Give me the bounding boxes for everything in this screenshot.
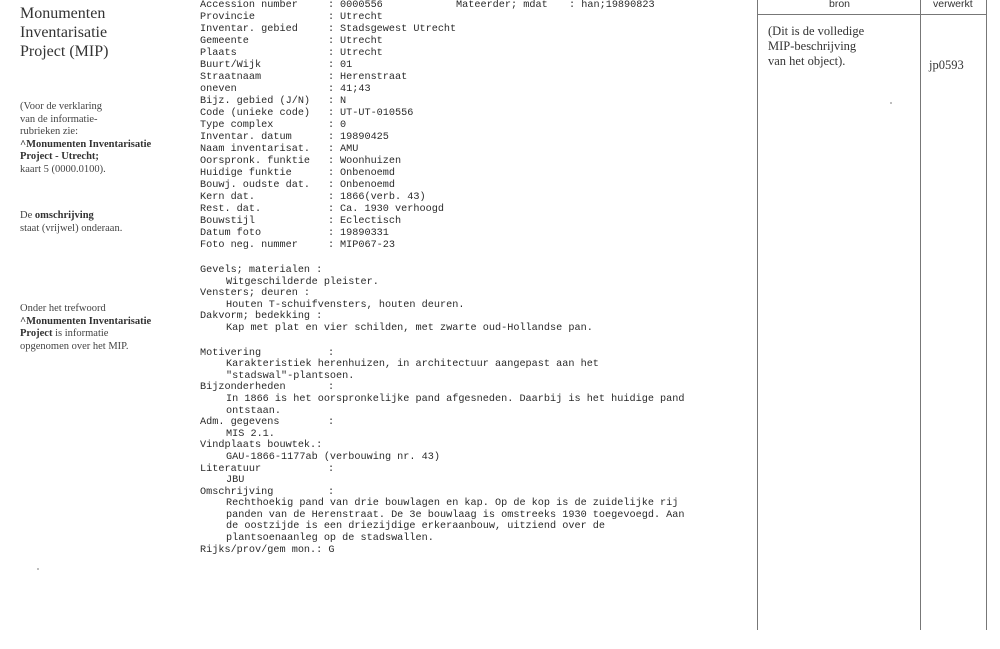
section-label: Literatuur (200, 463, 262, 475)
note-line: kaart 5 (0000.0100). (20, 163, 106, 175)
field-colon: : (328, 0, 335, 11)
column-divider (986, 0, 987, 630)
field-value: 1866(verb. 43) (340, 192, 426, 203)
field-value: 19890331 (340, 228, 389, 239)
section-text-line: ontstaan. (226, 405, 282, 417)
section-heading (200, 382, 750, 394)
field-colon: : (328, 120, 335, 131)
record-field-row (200, 72, 750, 84)
section-heading (200, 464, 750, 476)
note-line: opgenomen over het MIP. (20, 340, 129, 352)
note-text: is informatie (52, 328, 109, 339)
verwerkt-column-header: verwerkt (933, 0, 973, 10)
collection-title (20, 4, 185, 61)
field-label: oneven (200, 84, 237, 95)
section-list-materials (200, 265, 750, 335)
field-colon: : (328, 96, 335, 107)
field-value: Utrecht (340, 48, 383, 59)
field-value: Eclectisch (340, 216, 402, 227)
record-field-row (200, 120, 750, 132)
record-field-row (200, 84, 750, 96)
field-label: Kern dat. (200, 192, 256, 203)
bron-note-line: (Dit is de volledige (768, 24, 865, 38)
field-colon: : (328, 216, 335, 227)
scan-speck (890, 102, 892, 104)
field-value: Utrecht (340, 12, 383, 23)
trefwoord-note (20, 303, 185, 353)
field-label: Straatnaam (200, 72, 262, 83)
section-text-line: panden van de Herenstraat. De 3e bouwlaag is omstreeks 1930 toegevoegd. Aan (226, 509, 685, 521)
section-text-line: plantsoenaanleg op de stadswallen. (226, 533, 434, 545)
section-colon: : (328, 347, 335, 359)
note-line: rubrieken zie: (20, 126, 79, 137)
field-label: Provincie (200, 12, 256, 23)
note-bold-line: ^Monumenten Inventarisatie (20, 138, 152, 150)
field-colon: : (328, 192, 335, 203)
section-text-line: Rechthoekig pand van drie bouwlagen en kap. Op de kop is de zuidelijke rij (226, 498, 679, 510)
field-colon: : (328, 48, 335, 59)
field-label: Datum foto (200, 228, 262, 239)
field-label: Bijz. gebied (J/N) (200, 96, 311, 107)
bron-note-line: van het object). (768, 54, 846, 68)
field-label: Buurt/Wijk (200, 60, 262, 71)
bron-note-line: MIP-beschrijving (768, 39, 857, 53)
note-text: De (20, 210, 35, 221)
field-label: Oorspronk. funktie (200, 156, 311, 167)
field-value: N (340, 96, 347, 107)
field-label: Inventar. datum (200, 132, 292, 143)
field-value: Utrecht (340, 36, 383, 47)
field-colon: : (569, 0, 576, 11)
field-label: Inventar. gebied (200, 24, 298, 35)
section-label: Vindplaats bouwtek.: (200, 440, 323, 452)
field-colon: : (328, 36, 335, 47)
collection-title-line: Monumenten (20, 5, 106, 22)
note-bold-line: Project - Utrecht; (20, 151, 99, 162)
section-text-line: de oostzijde is een driezijdige erkeraanbouw, uitziend over de (226, 521, 606, 533)
section-list-description (200, 348, 750, 545)
column-divider (920, 0, 921, 630)
note-line: van de informatie- (20, 113, 98, 125)
field-value: 0 (340, 120, 347, 131)
section-label: Motivering (200, 347, 262, 359)
record-field-row (200, 108, 750, 120)
field-value: Ca. 1930 verhoogd (340, 204, 444, 215)
field-colon: : (328, 12, 335, 23)
record-field-row (200, 132, 750, 144)
field-label: Bouwj. oudste dat. (200, 180, 311, 191)
field-label: Plaats (200, 48, 237, 59)
field-colon: : (328, 228, 335, 239)
field-label: Naam inventarisat. (200, 144, 311, 155)
field-colon: : (328, 60, 335, 71)
section-text-line: JBU (226, 475, 245, 487)
record-field-row (200, 36, 750, 48)
mateerder-field (456, 0, 655, 11)
left-info-column (20, 4, 185, 352)
section-text-line: Witgeschilderde pleister. (226, 276, 379, 288)
field-list (200, 0, 750, 252)
record-field-row (200, 96, 750, 108)
record-field-row (200, 156, 750, 168)
record-field-row (200, 228, 750, 240)
record-field-row (200, 168, 750, 180)
field-colon: : (328, 240, 335, 251)
field-colon: : (328, 156, 335, 167)
record-field-row (200, 192, 750, 204)
field-value: 0000556 (340, 0, 383, 11)
field-colon: : (328, 72, 335, 83)
field-colon: : (328, 204, 335, 215)
record-field-row (200, 60, 750, 72)
section-text-line: In 1866 is het oorspronkelijke pand afgesneden. Daarbij is het huidige pand (226, 393, 685, 405)
field-value: MIP067-23 (340, 240, 396, 251)
scan-speck (37, 568, 39, 570)
record-field-row (200, 204, 750, 216)
section-heading (200, 348, 750, 360)
record-field-row (200, 216, 750, 228)
note-bold-line: ^Monumenten Inventarisatie (20, 315, 152, 327)
section-heading (200, 417, 750, 429)
field-value: Onbenoemd (340, 168, 396, 179)
monument-status-line: Rijks/prov/gem mon.: G (200, 544, 335, 556)
field-value: AMU (340, 144, 359, 155)
field-colon: : (328, 168, 335, 179)
section-heading: Vensters; deuren : (200, 288, 311, 300)
field-label: Accession number (200, 0, 298, 11)
section-label: Adm. gegevens (200, 417, 280, 429)
section-colon: : (328, 463, 335, 475)
collection-title-line: Project (MIP) (20, 43, 109, 60)
field-colon: : (328, 132, 335, 143)
field-value: 41;43 (340, 84, 371, 95)
bron-note (768, 24, 913, 69)
field-value: 01 (340, 60, 353, 71)
verwerkt-value: jp0593 (929, 58, 964, 72)
section-heading: Gevels; materialen : (200, 265, 323, 276)
note-line: staat (vrijwel) onderaan. (20, 222, 123, 234)
field-colon: : (328, 24, 335, 35)
omschrijving-note (20, 210, 185, 235)
section-text-line: MIS 2.1. (226, 428, 275, 440)
field-value: Herenstraat (340, 72, 408, 83)
field-label: Type complex (200, 120, 274, 131)
explanation-note (20, 101, 185, 176)
column-divider (757, 0, 758, 630)
section-label: Omschrijving (200, 486, 274, 498)
section-text-line: Karakteristiek herenhuizen, in architectuur aangepast aan het (226, 359, 599, 371)
field-label: Mateerder; mdat (456, 0, 548, 11)
field-label: Gemeente (200, 36, 249, 47)
section-text-line: "stadswal"-plantsoen. (226, 370, 355, 382)
section-colon: : (328, 486, 335, 498)
note-line: (Voor de verklaring (20, 101, 103, 112)
section-label: Bijzonderheden (200, 382, 286, 394)
field-value: Onbenoemd (340, 180, 396, 191)
note-bold-term: omschrijving (34, 210, 94, 221)
record-field-row (200, 240, 750, 252)
field-value: han;19890823 (581, 0, 655, 11)
collection-title-line: Inventarisatie (20, 24, 108, 41)
record-field-row (200, 180, 750, 192)
field-label: Foto neg. nummer (200, 240, 298, 251)
typewritten-record (200, 0, 750, 556)
section-heading (200, 440, 750, 452)
section-colon: : (328, 417, 335, 429)
field-label: Rest. dat. (200, 204, 262, 215)
section-text-line: Houten T-schuifvensters, houten deuren. (226, 299, 465, 311)
note-line: Onder het trefwoord (20, 303, 106, 314)
field-value: Woonhuizen (340, 156, 402, 167)
field-label: Code (unieke code) (200, 108, 311, 119)
header-rule (757, 14, 987, 15)
field-colon: : (328, 84, 335, 95)
record-field-row (200, 144, 750, 156)
section-heading (200, 487, 750, 499)
field-label: Bouwstijl (200, 216, 256, 227)
field-colon: : (328, 108, 335, 119)
section-text-line: Kap met plat en vier schilden, met zwarte oud-Hollandse pan. (226, 322, 593, 334)
field-value: UT-UT-010556 (340, 108, 414, 119)
note-bold-line: Project (20, 328, 53, 339)
field-value: Stadsgewest Utrecht (340, 24, 457, 35)
record-field-row (200, 12, 750, 24)
section-heading: Dakvorm; bedekking : (200, 311, 323, 323)
field-colon: : (328, 144, 335, 155)
field-value: 19890425 (340, 132, 389, 143)
field-label: Huidige funktie (200, 168, 292, 179)
record-field-row (200, 48, 750, 60)
record-field-row (200, 24, 750, 36)
section-text-line: GAU-1866-1177ab (verbouwing nr. 43) (226, 451, 440, 463)
bron-column-header: bron (829, 0, 851, 10)
field-colon: : (328, 180, 335, 191)
section-colon: : (328, 382, 335, 394)
